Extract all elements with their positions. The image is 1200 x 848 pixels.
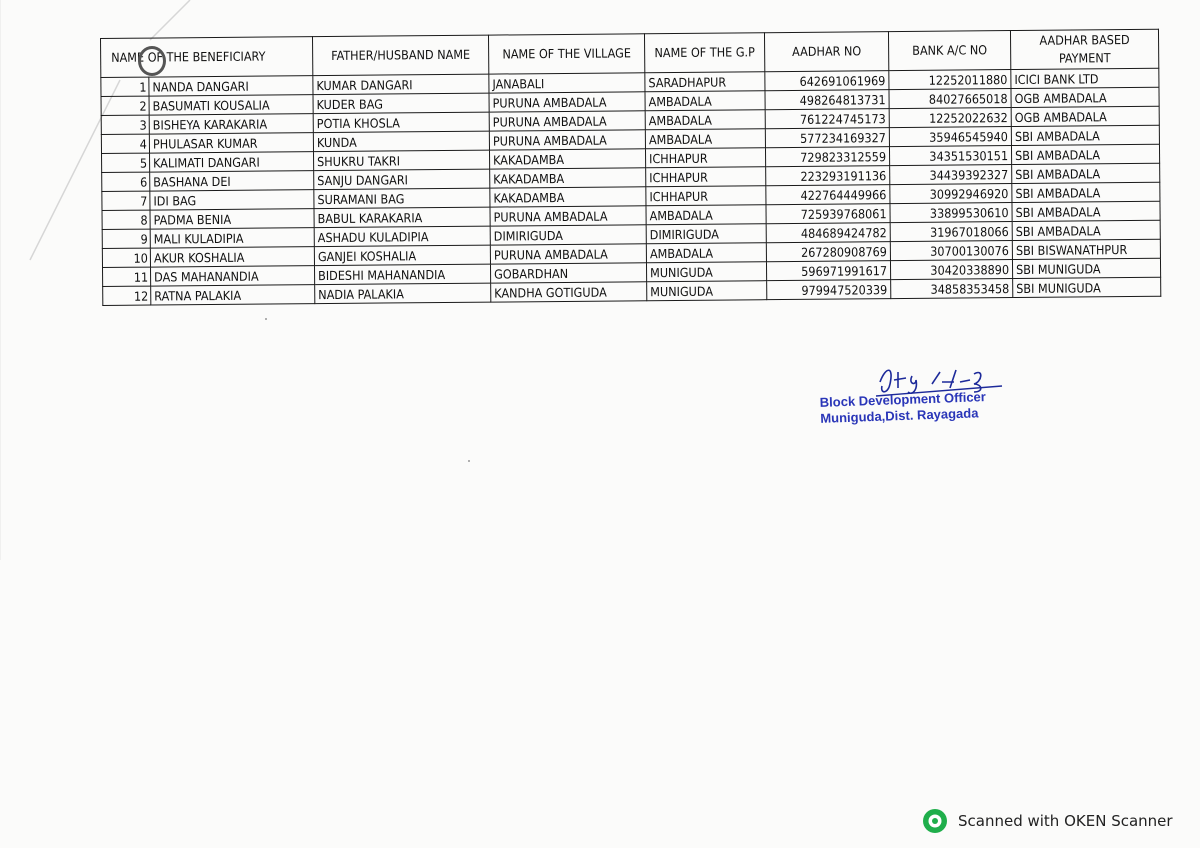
payment-bank-cell: OGB AMBADALA — [1011, 106, 1159, 126]
father-husband-name-cell: SURAMANI BAG — [314, 188, 490, 209]
serial-number-cell: 12 — [103, 286, 151, 305]
oken-scanner-icon — [922, 808, 948, 834]
bank-account-cell: 84027665018 — [889, 89, 1011, 109]
serial-number-cell: 10 — [102, 248, 150, 267]
serial-number-cell: 9 — [102, 229, 150, 248]
speck — [468, 460, 470, 462]
speck — [265, 318, 267, 320]
gp-name-cell: AMBADALA — [645, 129, 765, 149]
beneficiary-name-cell: PHULASAR KUMAR — [149, 133, 313, 153]
bank-account-cell: 30992946920 — [890, 184, 1012, 204]
gp-name-cell: AMBADALA — [646, 205, 766, 225]
payment-bank-cell: SBI AMBADALA — [1011, 144, 1159, 164]
village-name-cell: DIMIRIGUDA — [490, 225, 646, 245]
gp-name-cell: AMBADALA — [646, 243, 766, 263]
gp-name-cell: SARADHAPUR — [645, 72, 765, 92]
bank-account-cell: 12252011880 — [889, 70, 1011, 90]
village-name-cell: PURUNA AMBADALA — [489, 92, 645, 112]
header-father-husband-name: FATHER/HUSBAND NAME — [313, 35, 489, 76]
header-beneficiary-name: NAME OF THE BENEFICIARY — [101, 37, 313, 78]
beneficiary-name-cell: PADMA BENIA — [150, 209, 314, 229]
header-village-name: NAME OF THE VILLAGE — [489, 34, 645, 74]
payment-bank-cell: SBI AMBADALA — [1012, 182, 1160, 202]
scanner-label: Scanned with OKEN Scanner — [958, 812, 1173, 830]
beneficiary-name-cell: AKUR KOSHALIA — [150, 247, 314, 267]
village-name-cell: KAKADAMBA — [490, 187, 646, 207]
father-husband-name-cell: NADIA PALAKIA — [315, 283, 491, 304]
payment-bank-cell: SBI MUNIGUDA — [1013, 277, 1161, 297]
beneficiary-name-cell: DAS MAHANANDIA — [151, 266, 315, 286]
aadhar-number-cell: 577234169327 — [765, 128, 889, 148]
payment-bank-cell: SBI BISWANATHPUR — [1012, 239, 1160, 259]
binder-ring-mark — [138, 46, 166, 76]
village-name-cell: PURUNA AMBADALA — [490, 244, 646, 264]
bank-account-cell: 30700130076 — [890, 241, 1012, 261]
bank-account-cell: 34858353458 — [891, 279, 1013, 299]
serial-number-cell: 5 — [102, 153, 150, 172]
aadhar-number-cell: 729823312559 — [765, 147, 889, 167]
bank-account-cell: 34439392327 — [890, 165, 1012, 185]
aadhar-number-cell: 761224745173 — [765, 109, 889, 129]
aadhar-number-cell: 979947520339 — [767, 280, 891, 300]
gp-name-cell: ICHHAPUR — [646, 186, 766, 206]
aadhar-number-cell: 422764449966 — [766, 185, 890, 205]
payment-bank-cell: SBI AMBADALA — [1011, 125, 1159, 145]
serial-number-cell: 1 — [101, 77, 149, 96]
gp-name-cell: MUNIGUDA — [646, 262, 766, 282]
beneficiary-name-cell: MALI KULADIPIA — [150, 228, 314, 248]
beneficiary-name-cell: NANDA DANGARI — [149, 76, 313, 96]
payment-bank-cell: SBI AMBADALA — [1012, 220, 1160, 240]
header-gp-name: NAME OF THE G.P — [644, 33, 764, 73]
aadhar-number-cell: 498264813731 — [765, 90, 889, 110]
payment-bank-cell: ICICI BANK LTD — [1011, 68, 1159, 88]
father-husband-name-cell: SANJU DANGARI — [314, 169, 490, 190]
bank-account-cell: 33899530610 — [890, 203, 1012, 223]
father-husband-name-cell: GANJEI KOSHALIA — [314, 245, 490, 266]
official-stamp — [819, 389, 986, 427]
village-name-cell: PURUNA AMBADALA — [489, 111, 645, 131]
gp-name-cell: ICHHAPUR — [646, 148, 766, 168]
beneficiary-name-cell: BASUMATI KOUSALIA — [149, 95, 313, 115]
beneficiary-table — [100, 29, 1161, 306]
gp-name-cell: AMBADALA — [645, 110, 765, 130]
serial-number-cell: 3 — [101, 115, 149, 134]
aadhar-number-cell: 725939768061 — [766, 204, 890, 224]
serial-number-cell: 2 — [101, 96, 149, 115]
bank-account-cell: 34351530151 — [889, 146, 1011, 166]
aadhar-number-cell: 484689424782 — [766, 223, 890, 243]
village-name-cell: PURUNA AMBADALA — [489, 130, 645, 150]
beneficiary-name-cell: KALIMATI DANGARI — [150, 152, 314, 172]
gp-name-cell: ICHHAPUR — [646, 167, 766, 187]
beneficiary-name-cell: IDI BAG — [150, 190, 314, 210]
beneficiary-name-cell: BISHEYA KARAKARIA — [149, 114, 313, 134]
father-husband-name-cell: BABUL KARAKARIA — [314, 207, 490, 228]
serial-number-cell: 11 — [103, 267, 151, 286]
aadhar-number-cell: 223293191136 — [766, 166, 890, 186]
village-name-cell: KANDHA GOTIGUDA — [491, 282, 647, 302]
gp-name-cell: AMBADALA — [645, 91, 765, 111]
bank-account-cell: 30420338890 — [890, 260, 1012, 280]
serial-number-cell: 7 — [102, 191, 150, 210]
header-bank-account-no: BANK A/C NO — [888, 31, 1010, 71]
village-name-cell: JANABALI — [489, 73, 645, 93]
header-aadhar-no: AADHAR NO — [764, 32, 888, 72]
payment-bank-cell: OGB AMBADALA — [1011, 87, 1159, 107]
serial-number-cell: 8 — [102, 210, 150, 229]
gp-name-cell: MUNIGUDA — [647, 281, 767, 301]
beneficiary-name-cell: BASHANA DEI — [150, 171, 314, 191]
father-husband-name-cell: KUNDA — [313, 131, 489, 152]
aadhar-number-cell: 642691061969 — [765, 71, 889, 91]
header-aadhar-based-payment: AADHAR BASED PAYMENT — [1010, 29, 1158, 69]
gp-name-cell: DIMIRIGUDA — [646, 224, 766, 244]
payment-bank-cell: SBI AMBADALA — [1012, 201, 1160, 221]
payment-bank-cell: SBI MUNIGUDA — [1012, 258, 1160, 278]
bank-account-cell: 31967018066 — [890, 222, 1012, 242]
father-husband-name-cell: KUMAR DANGARI — [313, 74, 489, 95]
village-name-cell: PURUNA AMBADALA — [490, 206, 646, 226]
father-husband-name-cell: KUDER BAG — [313, 93, 489, 114]
beneficiary-table-container — [100, 29, 1160, 306]
father-husband-name-cell: POTIA KHOSLA — [313, 112, 489, 133]
stamp-designation: Block Development Officer — [819, 389, 987, 410]
payment-bank-cell: SBI AMBADALA — [1012, 163, 1160, 183]
beneficiary-name-cell: RATNA PALAKIA — [151, 285, 315, 305]
scanner-watermark — [922, 808, 1173, 834]
village-name-cell: GOBARDHAN — [491, 263, 647, 283]
father-husband-name-cell: ASHADU KULADIPIA — [314, 226, 490, 247]
aadhar-number-cell: 596971991617 — [766, 261, 890, 281]
serial-number-cell: 6 — [102, 172, 150, 191]
aadhar-number-cell: 267280908769 — [766, 242, 890, 262]
father-husband-name-cell: BIDESHI MAHANANDIA — [315, 264, 491, 285]
village-name-cell: KAKADAMBA — [490, 149, 646, 169]
table-body — [101, 68, 1161, 305]
stamp-location: Muniguda,Dist. Rayagada — [820, 405, 979, 426]
serial-number-cell: 4 — [101, 134, 149, 153]
bank-account-cell: 12252022632 — [889, 108, 1011, 128]
bank-account-cell: 35946545940 — [889, 127, 1011, 147]
father-husband-name-cell: SHUKRU TAKRI — [314, 150, 490, 171]
village-name-cell: KAKADAMBA — [490, 168, 646, 188]
